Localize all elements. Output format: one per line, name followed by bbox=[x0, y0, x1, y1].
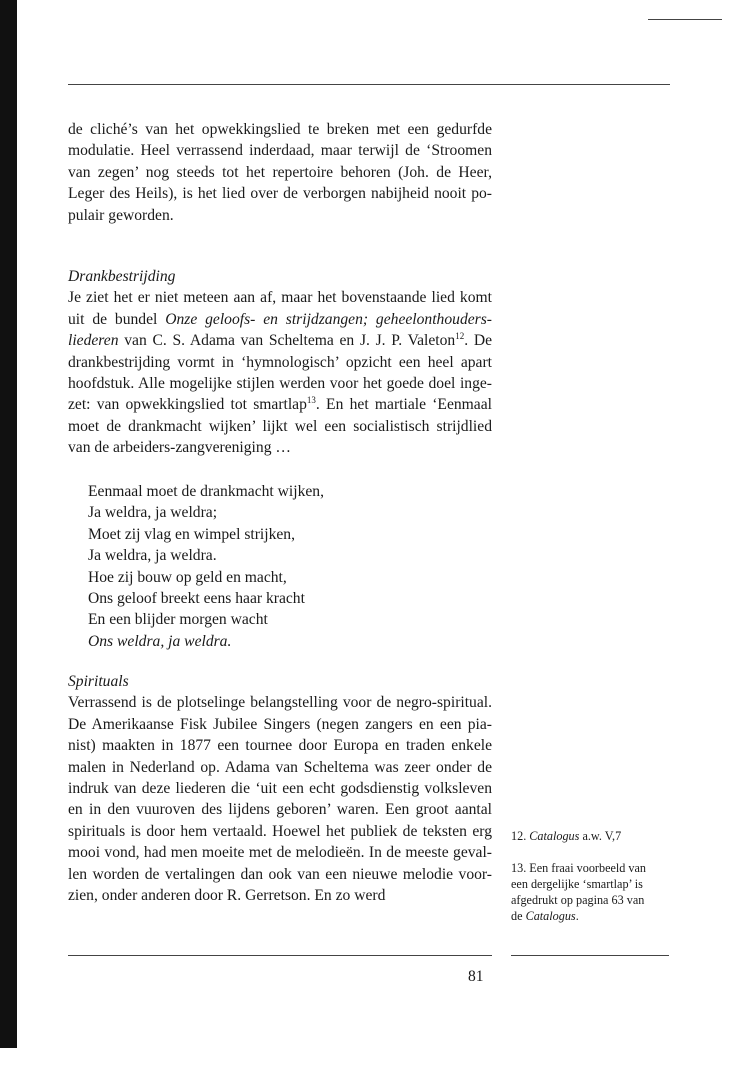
text-line: len worden de vertalingen dan ook van een nieuwe melodie voor- bbox=[68, 865, 492, 883]
poem-block bbox=[88, 481, 468, 652]
text-line: modulatie. Heel verrassend inderdaad, maar terwijl de ‘Stroomen bbox=[68, 142, 492, 160]
footer-rule-notes bbox=[511, 955, 669, 956]
text-run: de bbox=[511, 909, 526, 923]
footnote-13 bbox=[511, 860, 691, 924]
footnote-12 bbox=[511, 828, 691, 844]
footnote-line: een dergelijke ‘smartlap’ is bbox=[511, 877, 643, 891]
text-line: De Amerikaanse Fisk Jubilee Singers (negen zangers en een pia- bbox=[68, 715, 492, 733]
footnote-title: Catalogus bbox=[529, 829, 580, 843]
text-line: de cliché’s van het opwekkingslied te breken met een gedurfde bbox=[68, 121, 492, 138]
footer-rule-main bbox=[68, 955, 492, 956]
text-line: pulair geworden. bbox=[68, 206, 174, 224]
poem-line: Moet zij vlag en wimpel strijken, bbox=[88, 525, 296, 543]
text-line: van de arbeiders-zangvereniging … bbox=[68, 439, 291, 457]
text-line: Leger des Heils), is het lied over de verborgen nabijheid nooit po- bbox=[68, 185, 492, 203]
book-title: liederen bbox=[68, 332, 119, 350]
text-line: hoofdstuk. Alle mogelijke stijlen werden voor het goede doel inge- bbox=[68, 374, 492, 392]
text-line: mooi vond, had men moeite met de melodieën. In de meeste geval- bbox=[68, 844, 492, 862]
poem-line: Ja weldra, ja weldra; bbox=[88, 504, 218, 522]
text-line bbox=[68, 394, 492, 415]
poem-line: Ons geloof breekt eens haar kracht bbox=[88, 589, 305, 607]
poem-line: Hoe zij bouw op geld en macht, bbox=[88, 568, 287, 586]
poem-line: Ja weldra, ja weldra. bbox=[88, 547, 217, 565]
text-line: van zegen’ nog steeds tot het repertoire behoren (Joh. de Heer, bbox=[68, 163, 492, 181]
poem-line: Eenmaal moet de drankmacht wijken, bbox=[88, 483, 324, 500]
book-title: Onze geloofs- en strijdzangen; geheelonthouders- bbox=[165, 310, 492, 328]
text-line: en in den vuuroven des lijdens geboren’ waren. Een groot aantal bbox=[68, 801, 492, 819]
text-line: moet de drankmacht wijken’ lijkt wel een socialistisch strijdlied bbox=[68, 417, 492, 435]
poem-line: En een blijder morgen wacht bbox=[88, 611, 268, 629]
text-run: zet: van opwekkingslied tot smartlap bbox=[68, 396, 307, 414]
text-line bbox=[68, 309, 492, 330]
header-rule bbox=[68, 84, 670, 85]
scan-binding-edge bbox=[0, 0, 17, 1048]
footnote-ref-13: 13 bbox=[306, 395, 316, 406]
text-line: zien, onder anderen door R. Gerretson. En zo werd bbox=[68, 886, 386, 904]
poem-refrain: Ons weldra, ja weldra. bbox=[88, 632, 232, 650]
top-margin-rule bbox=[648, 19, 722, 20]
text-line: indruk van deze liederen die ‘uit een echt godsdienstig volksleven bbox=[68, 779, 492, 797]
text-run: van C. S. Adama van Scheltema en J. J. P. Valeton bbox=[118, 332, 456, 350]
text-line: drankbestrijding vormt in ‘hymnologisch’ opzicht een heel apart bbox=[68, 353, 492, 371]
section-heading: Drankbestrijding bbox=[68, 268, 176, 285]
text-line bbox=[68, 330, 492, 351]
text-run: . bbox=[575, 909, 579, 923]
footnote-number: 12. bbox=[511, 829, 527, 843]
section-heading: Spirituals bbox=[68, 673, 129, 690]
footnote-line bbox=[511, 828, 691, 844]
text-run: . De bbox=[464, 332, 492, 350]
section-spirituals bbox=[68, 671, 492, 906]
poem-line-italic bbox=[88, 631, 468, 652]
section-drankbestrijding bbox=[68, 266, 492, 459]
text-line: Verrassend is de plotselinge belangstelling voor de negro-spiritual. bbox=[68, 694, 492, 712]
footnote-title: Catalogus bbox=[525, 909, 576, 923]
text-line: nist) maakten in 1877 een tournee door Europa en traden enkele bbox=[68, 737, 492, 755]
text-run: . En het martiale ‘Eenmaal bbox=[315, 396, 492, 414]
text-line: spirituals is door hem vertaald. Hoewel het publiek de teksten erg bbox=[68, 822, 492, 840]
page-number: 81 bbox=[468, 968, 484, 985]
text-line: Je ziet het er niet meteen aan af, maar het bovenstaande lied komt bbox=[68, 289, 492, 307]
footnote-line: afgedrukt op pagina 63 van bbox=[511, 893, 645, 907]
paragraph-opening bbox=[68, 119, 492, 226]
text-run: uit de bundel bbox=[68, 310, 166, 328]
text-line: malen in Nederland op. Adama van Scheltema was zeer onder de bbox=[68, 758, 492, 776]
footnote-line bbox=[511, 908, 691, 924]
footnote-line: 13. Een fraai voorbeeld van bbox=[511, 861, 647, 875]
text-run: a.w. V,7 bbox=[579, 829, 622, 843]
footnote-ref-12: 12 bbox=[455, 331, 465, 342]
